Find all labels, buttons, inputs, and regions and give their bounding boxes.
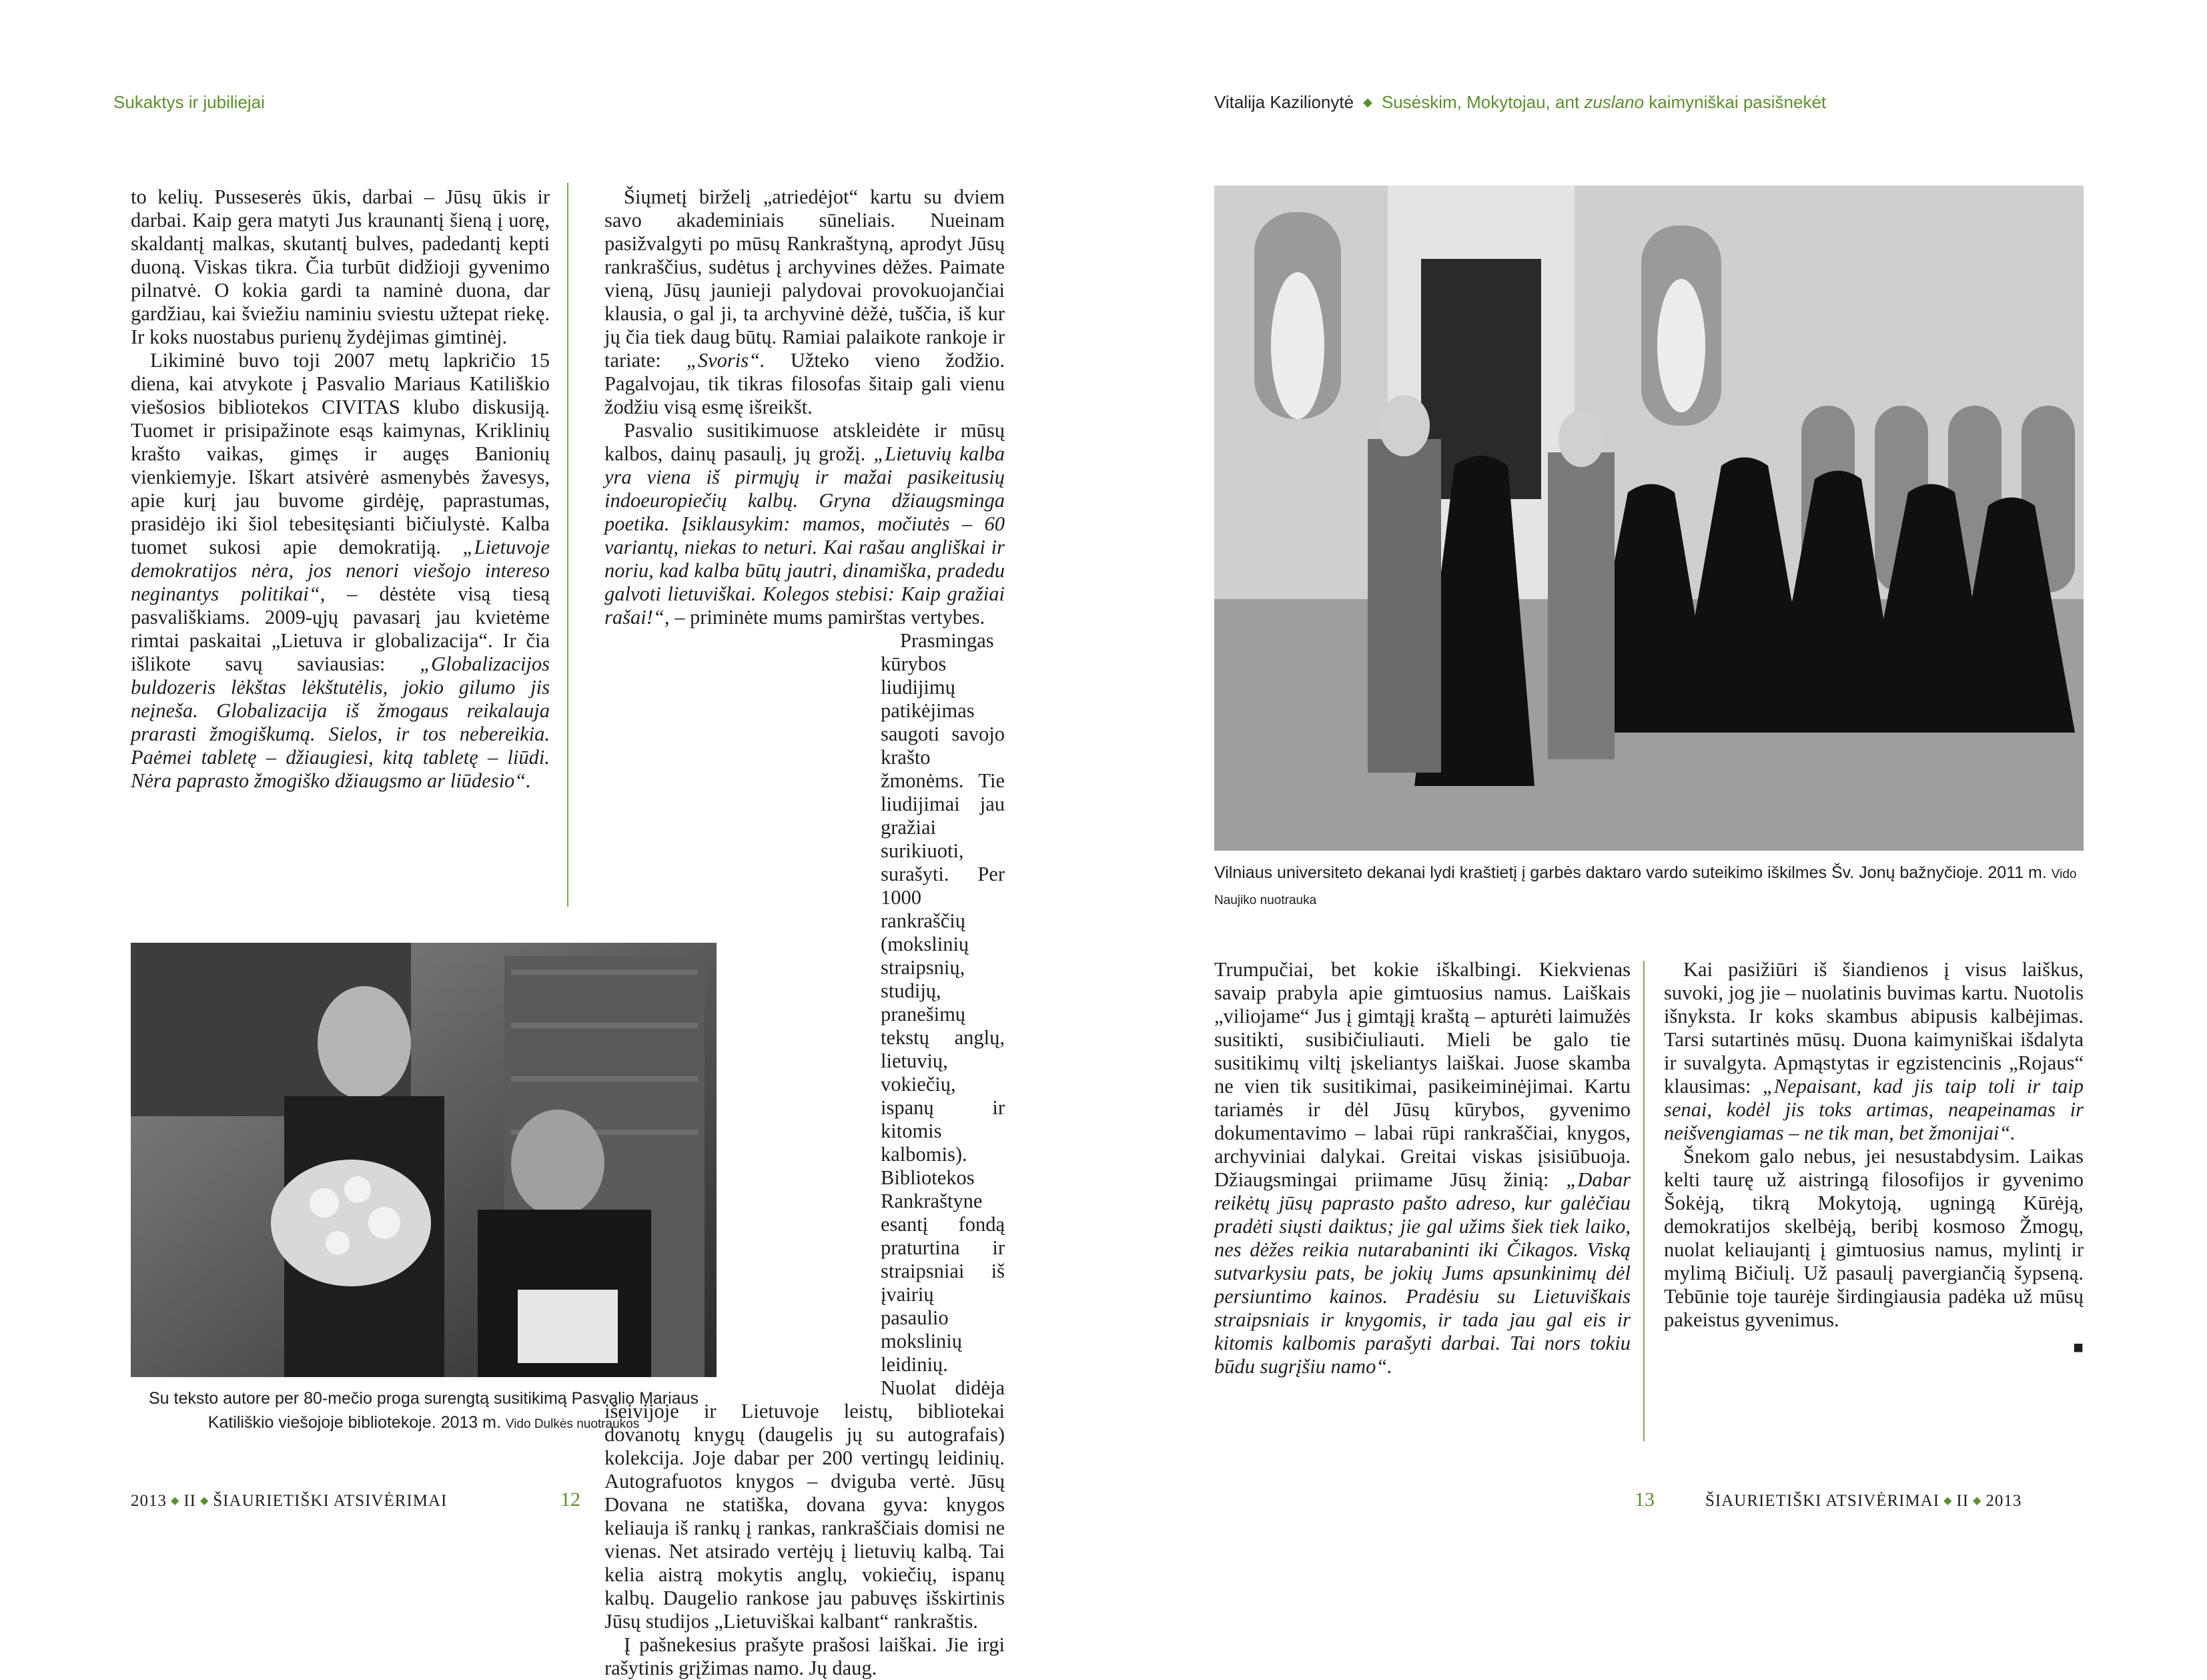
diamond-icon: ◆ [1973, 1495, 1982, 1507]
page-number-right: 13 [1635, 1489, 1655, 1511]
photo-university-procession [1214, 185, 2084, 851]
text-column-4 [1664, 958, 2084, 1359]
footer-right [1705, 1492, 2022, 1511]
paragraph: to kelių. Pusseserės ūkis, darbai – Jūsų ūkis ir darbai. Kaip gera matyti Jus kraunantį šieną į uorę, skaldantį malkas, skutantį bulves, padedantį kepti duoną. Viskas tikra. Čia turbūt didžioji gyvenimo pilnatvė. O kokia gardi ta naminė duona, dar gardžiau, kai šviežiu naminiu sviestu užtepat riekę. Ir koks nuostabus purienų žydėjimas gimtinėj. [131, 185, 550, 348]
photo-caption-right [1214, 861, 2084, 913]
photo-caption-left [131, 1386, 717, 1436]
quote: „Globalizacijos buldozeris lėkštas lėkštutėlis, jokio gilumo jis neįneša. Globalizacija iš žmogaus reikalauja prarasti žmogiškumą. Sielos, ir tos nebereikia. Paėmei tabletę – džiaugiesi, kitą tabletę – liūdi. Nėra paprasto žmogiško džiaugsmo ar liūdesio“. [131, 653, 550, 792]
photo-library-meeting [131, 943, 717, 1377]
paragraph: Šnekom galo nebus, jei nesustabdysim. Laikas kelti taurę už aistringą filosofijos ir gyvenimo Šokėją, tikrą Mokytoją, ugningą Kūrėją, demokratijos skelbėją, beribį kosmoso Žmogų, nuolat keliaujantį į gimtuosius namus, mylintį ir mylimą Bičiulį. Už pasaulį pavergiančią šypseną. Tebūnie toje taurėje širdingiausia padėka už mūsų pakeistus gyvenimus. [1664, 1145, 2084, 1331]
text-run: Trumpučiai, bet kokie iškalbingi. Kiekvienas savaip prabyla apie gimtuosius namus. Laiškais „viliojame“ Jus į gimtąjį kraštą – apturėti laimužės susitikti, susibičiuliauti. Mieli be galo tie susitikimų viltį įskeliantys laiškai. Juose skamba ne vien tik susitikimai, pasikeiminėjimai. Kartu tariamės ir dėl Jūsų kūrybos, gyvenimo dokumentavimo – labai rūpi rankraščiai, knygos, archyviniai dalykai. Greitai viskas įsisiūbuoja. Džiaugsmingai priimame Jūsų žinią: [1214, 958, 1631, 1191]
running-head-right [1214, 92, 1826, 113]
caption-text: Vilniaus universiteto dekanai lydi kraštietį į garbės daktaro vardo suteikimo iškilmes Šv. Jonų bažnyčioje. 2011 m. [1214, 863, 2047, 882]
text-column-2 [604, 185, 1005, 1680]
paragraph: Į pašnekesius prašyte prašosi laiškai. Jie irgi rašytinis grįžimas namo. Jų daug. [604, 1633, 1005, 1679]
text-run: – dėstėte visą tiesą pasvališkiams. 2009-ųjų pavasarį jau kvietėme rimtai paskaitai „Lietuva ir globalizacija“. Ir čia išlikote savų saviausias: [131, 582, 550, 675]
quote: „Lietuvoje demokratijos nėra, jos nenori viešojo intereso neginantys politikai“, [131, 536, 550, 605]
text-run: Prasmingas kūrybos liudijimų patikėjimas saugoti savojo krašto žmonėms. Tie liudijimai jau gražiai surikiuoti, surašyti. Per 1000 rankraščių (mokslinių straipsnių, studijų, pranešimų tekstų anglų, lietuvių, vokiečių, ispanų ir kitomis kalbomis). Bibliotekos Rankraštyne esantį fondą praturtina ir straipsniai iš įvairių pasaulio mokslinių leidinių. Nuolat didėja išeivijoje ir Lietuvoje leistų, bibliotekai dovanotų knygų (daugelis jų su autografais) kolekcija. Joje dabar per 200 vertingų leidinių. Autografuotos knygos – dviguba vertė. Jūsų Dovana ne statiška, dovana gyva: knygos keliauja iš rankų į rankas, rankraščiais domisi ne vienas. Net atsirado vertėjų į lietuvių kalbą. Tai kelia aistrą mokytis anglų, vokiečių, ispanų kalbų. Daugelio rankose jau pabuvęs išskirtinis Jūsų studijos „Lietuviškai kalbant“ rankraštis. [604, 629, 1005, 1633]
footer-issue: II [1956, 1492, 1969, 1510]
quote: „Dabar reikėtų jūsų paprasto pašto adreso, kur galėčiau pradėti siųsti daiktus; jie gal užims šiek tiek laiko, nes dėžes reikia nutarabaninti iki Čikagos. Viską sutvarkysiu pats, be jokių Jums apsunkinimų dėl persiuntimo kainos. Pradėsiu su Lietuviškais straipsniais ir knygomis, ir tada jau gal eis ir kitomis kalbomis parašyti darbai. Tai nors tokiu būdu sugrįšiu namo“. [1214, 1168, 1631, 1378]
footer-left [131, 1492, 447, 1511]
running-title-italic: zuslano [1584, 92, 1645, 112]
running-title [1382, 92, 1826, 112]
footer-journal: ŠIAURIETIŠKI ATSIVĖRIMAI [1705, 1492, 1940, 1510]
quote: „Nepaisant, kad jis taip toli ir taip senai, kodėl jis toks artimas, neapeinamas ir neišvengiamas – ne tik man, bet žmonijai“. [1664, 1075, 2084, 1144]
footer-year: 2013 [131, 1492, 167, 1510]
photo-image [1214, 185, 2084, 851]
column-rule [1643, 961, 1645, 1441]
photo-credit: Vido Dulkės nuotraukos [505, 1417, 640, 1431]
footer-journal: ŠIAURIETIŠKI ATSIVĖRIMAI [213, 1492, 448, 1510]
diamond-icon: ◆ [199, 1495, 209, 1507]
running-title-part: Susėskim, Mokytojau, ant [1381, 92, 1585, 112]
quote: „Lietuvių kalba yra viena iš pirmųjų ir mažai pasikeitusių indoeuropiečių kalbų. Gryna džiaugsminga poetika. Įsiklausykim: mamos, močiutės – 60 variantų, niekas to neturi. Kai rašau angliškai ir noriu, kad kalba būtų jautri, dinamiška, pradedu galvoti lietuviškai. Kolegos stebisi: Kaip gražiai rašai!“, [604, 442, 1005, 628]
text-column-3 [1214, 958, 1631, 1378]
text-run: Užteko vieno žodžio. Pagalvojau, tik tikras filosofas šitaip gali vienu žodžiu visą esmę išreikšt. [604, 349, 1005, 418]
running-title-part: kaimyniškai pasišnekėt [1644, 92, 1827, 112]
text-run: Likiminė buvo toji 2007 metų lapkričio 15 diena, kai atvykote į Pasvalio Mariaus Katiliškio viešosios bibliotekos CIVITAS klubo diskusiją. Tuomet ir prisipažinote esąs kaimynas, Kriklinių krašto vaikas, gimęs ir augęs Banionių vienkiemyje. Iškart atsivėrė asmenybės žavesys, apie kurį jau buvome girdėję, paprastumas, prasidėjo iki šiol tebesitęsianti bičiulystė. Kalba tuomet sukosi apie demokratiją. [131, 349, 550, 558]
running-head-left: Sukaktys ir jubiliejai [113, 92, 265, 112]
paragraph [1664, 958, 2084, 1145]
paragraph [1214, 958, 1631, 1378]
diamond-icon: ◆ [1363, 95, 1372, 109]
quote: „Svoris“. [686, 349, 765, 372]
paragraph [604, 185, 1005, 419]
photo-credit: Vido Naujiko nuotrauka [1214, 867, 2077, 907]
photo-image [131, 943, 717, 1377]
text-run: Šiųmetį birželį „atriedėjot“ kartu su dviem savo akademiniais sūneliais. Nueinam pasižvalgyti po mūsų Rankraštyną, aprodyt Jūsų rankraščius, sudėtus į archyvines dėžes. Paimate vieną, Jūsų jaunieji palydovai provokuojančiai klausia, o gal ji, ta archyvinė dėžė, tuščia, iš kur jų čia tiek daug būtų. Ramiai palaikote rankoje ir tariate: [604, 185, 1005, 372]
end-mark-icon: ■ [2073, 1338, 2084, 1357]
caption-text: Su teksto autore per 80-mečio proga surengtą susitikimą Pasvalio Mariaus Katiliškio viešojoje bibliotekoje. 2013 m. [148, 1389, 699, 1432]
running-author: Vitalija Kazilionytė [1214, 92, 1354, 112]
diamond-icon: ◆ [1943, 1495, 1953, 1507]
text-column-1 [131, 185, 550, 793]
diamond-icon: ◆ [171, 1495, 180, 1507]
text-run: – priminėte mums pamirštas vertybes. [675, 606, 985, 628]
column-rule [567, 183, 568, 907]
text-run: Kai pasižiūri iš šiandienos į visus laiškus, suvoki, jog jie – nuolatinis buvimas kartu. Nuotolis išnyksta. Ir koks skambus abipusis kalbėjimas. Tarsi sutartinės mūsų. Duona kaimyniškai išdalyta ir suvalgyta. Apmąstytas ir egzistencinis „Rojaus“ klausimas: [1664, 958, 2084, 1098]
text-run: Pasvalio susitikimuose atskleidėte ir mūsų kalbos, dainų pasaulį, jų grožį. [604, 419, 1005, 465]
page-number-left: 12 [560, 1489, 580, 1511]
paragraph [604, 419, 1005, 629]
footer-year: 2013 [1985, 1492, 2022, 1510]
paragraph [131, 349, 550, 793]
footer-issue: II [183, 1492, 196, 1510]
